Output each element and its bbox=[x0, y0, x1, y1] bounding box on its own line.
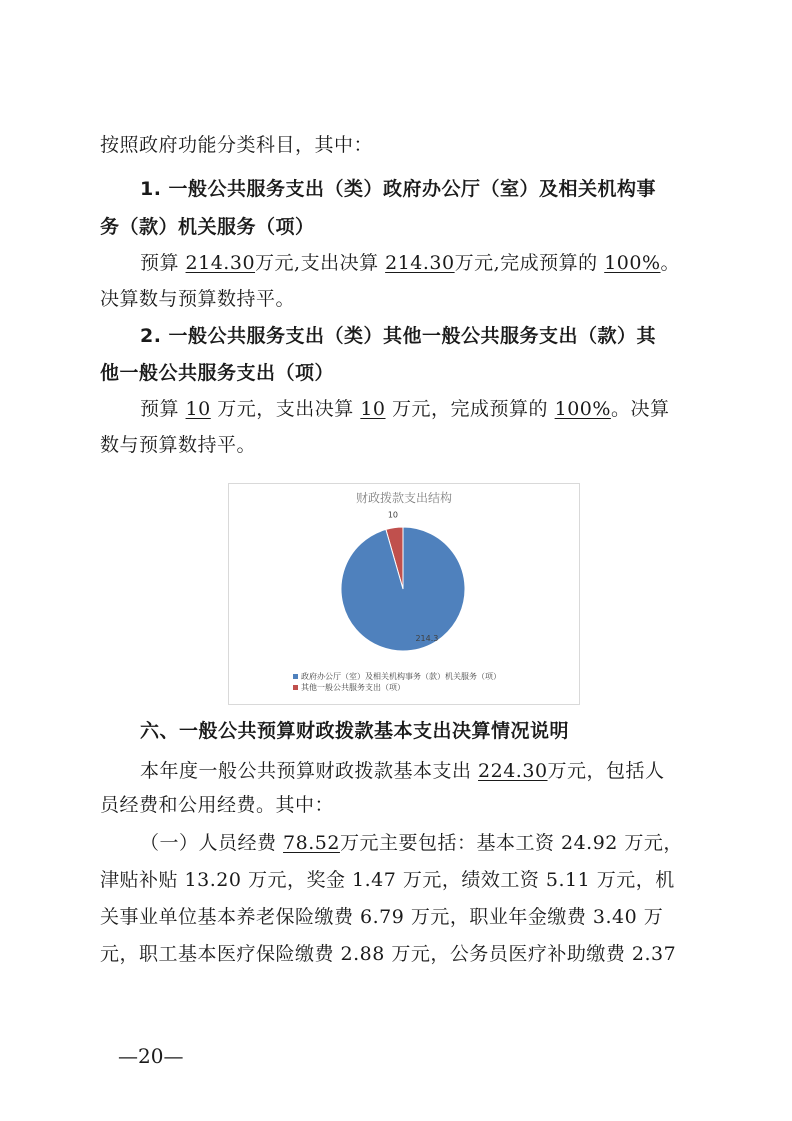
text: 本年度一般公共预算财政拨款基本支出 bbox=[140, 760, 479, 782]
para-1b: 决算数与预算数持平。 bbox=[100, 288, 296, 310]
heading-item-1a: 1. 一般公共服务支出（类）政府办公厅（室）及相关机构事 bbox=[140, 178, 657, 200]
heading-item-2a: 2. 一般公共服务支出（类）其他一般公共服务支出（款）其 bbox=[140, 325, 657, 347]
legend-item-1 bbox=[293, 683, 405, 693]
legend-item-0 bbox=[293, 672, 501, 682]
pie-chart bbox=[228, 483, 580, 705]
text: 万元主要包括：基本工资 24.92 万元， bbox=[339, 832, 683, 854]
para-3b: 员经费和公用经费。其中： bbox=[100, 794, 335, 816]
legend-label: 其他一般公共服务支出（项） bbox=[301, 683, 405, 692]
spending-value: 214.30 bbox=[385, 252, 455, 274]
pie-data-label-0: 214.3 bbox=[415, 634, 439, 644]
text: 万元,支出决算 bbox=[255, 252, 386, 274]
heading-item-2b: 他一般公共服务支出（项） bbox=[100, 362, 335, 384]
text: （一）人员经费 bbox=[140, 832, 284, 854]
pie-slice-0 bbox=[341, 527, 465, 651]
budget-value: 10 bbox=[185, 398, 211, 420]
text: 。决算 bbox=[610, 398, 670, 420]
heading-item-1b: 务（款）机关服务（项） bbox=[100, 216, 315, 238]
personnel-cost-value: 78.52 bbox=[283, 832, 340, 854]
para-1a bbox=[140, 249, 680, 277]
completion-rate: 100% bbox=[604, 252, 661, 274]
spending-value: 10 bbox=[360, 398, 386, 420]
para-4c: 关事业单位基本养老保险缴费 6.79 万元，职业年金缴费 3.40 万 bbox=[100, 906, 664, 928]
text: 万元，包括人 bbox=[547, 760, 665, 782]
text: 预算 bbox=[140, 398, 186, 420]
basic-spending-value: 224.30 bbox=[478, 760, 548, 782]
legend-swatch bbox=[293, 685, 298, 690]
legend-label: 政府办公厅（室）及相关机构事务（款）机关服务（项） bbox=[301, 672, 501, 681]
page-number: —20— bbox=[118, 1044, 184, 1068]
section-6-heading: 六、一般公共预算财政拨款基本支出决算情况说明 bbox=[140, 720, 570, 742]
text: 万元,完成预算的 bbox=[454, 252, 605, 274]
text: 。 bbox=[660, 252, 681, 274]
pie-svg bbox=[229, 484, 579, 704]
para-4d: 元，职工基本医疗保险缴费 2.88 万元，公务员医疗补助缴费 2.37 bbox=[100, 943, 677, 965]
text: 万元，完成预算的 bbox=[385, 398, 555, 420]
text: 万元，支出决算 bbox=[210, 398, 361, 420]
completion-rate: 100% bbox=[554, 398, 611, 420]
chart-title: 财政拨款支出结构 bbox=[355, 491, 452, 505]
para-4b: 津贴补贴 13.20 万元，奖金 1.47 万元，绩效工资 5.11 万元，机 bbox=[100, 869, 675, 891]
pie-data-label-1: 10 bbox=[387, 510, 399, 520]
text: 预算 bbox=[140, 252, 186, 274]
budget-value: 214.30 bbox=[185, 252, 256, 274]
legend-swatch bbox=[293, 674, 298, 679]
para-2b: 数与预算数持平。 bbox=[100, 434, 257, 456]
intro-line: 按照政府功能分类科目，其中： bbox=[100, 134, 374, 156]
para-2a bbox=[140, 395, 669, 423]
para-3a bbox=[140, 757, 665, 785]
para-4a bbox=[140, 829, 683, 857]
